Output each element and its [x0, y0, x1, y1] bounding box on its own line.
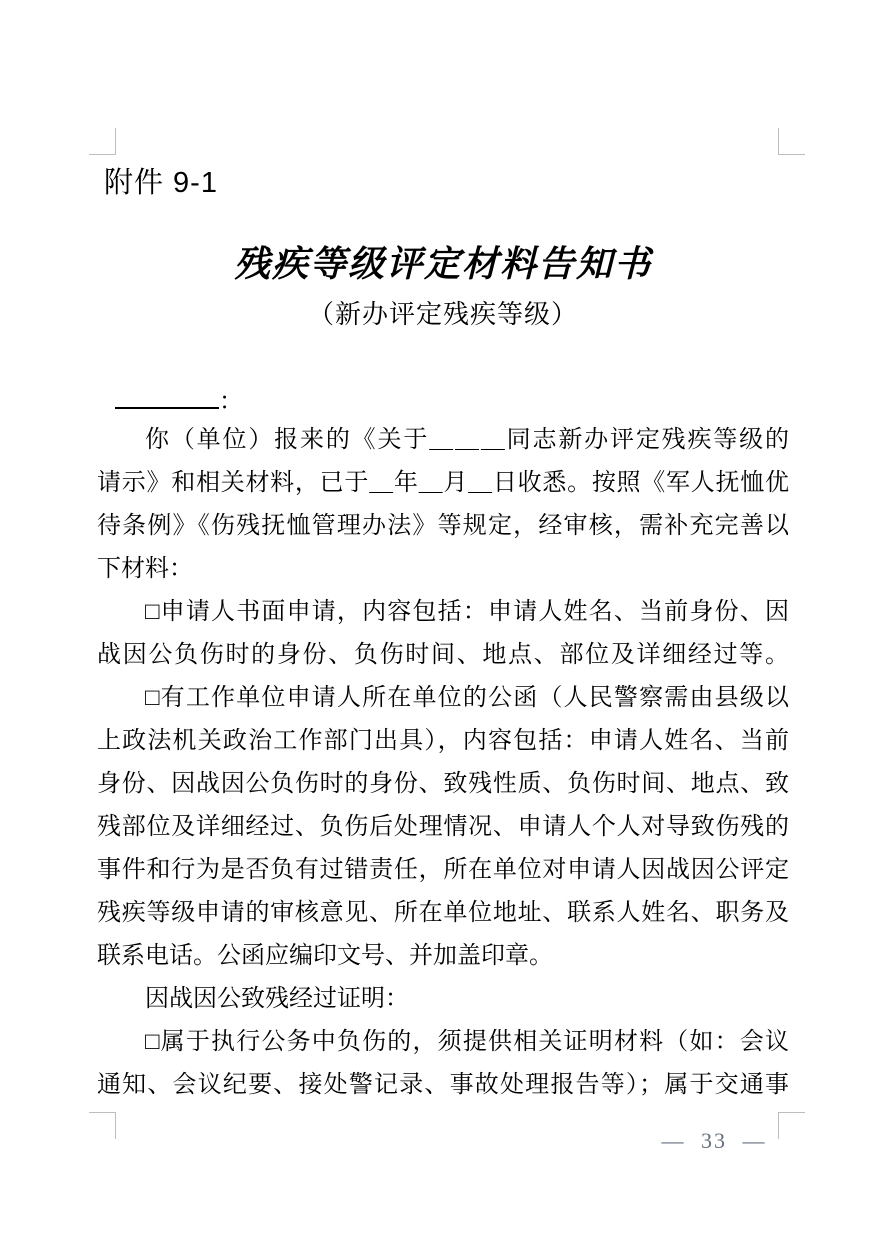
body-line: 你（单位）报来的《关于＿＿＿同志新办评定残疾等级的 [145, 427, 789, 453]
salutation-line [97, 375, 789, 419]
salutation-colon: ： [219, 389, 243, 415]
body-line checkbox-item: □有工作单位申请人所在单位的公函（人民警察需由县级以 [145, 685, 789, 711]
document-title: 残疾等级评定材料告知书 [233, 244, 652, 284]
salutation-blank-underline [115, 375, 219, 409]
body-line: 联系电话。公函应编印文号、并加盖印章。 [97, 943, 553, 969]
body-line: 身份、因战因公负伤时的身份、致残性质、负伤时间、地点、致 [97, 771, 789, 797]
body-line: 上政法机关政治工作部门出具），内容包括：申请人姓名、当前 [97, 728, 789, 754]
body-line: 待条例》《伤残抚恤管理办法》等规定，经审核，需补充完善以 [97, 513, 789, 539]
body-line checkbox-item: □属于执行公务中负伤的，须提供相关证明材料（如：会议 [145, 1029, 789, 1055]
body-line: 下材料： [97, 556, 193, 582]
page-number [0, 1128, 886, 1154]
attachment-label: 附件 9-1 [104, 167, 218, 199]
body-line checkbox-item: □申请人书面申请，内容包括：申请人姓名、当前身份、因 [145, 599, 789, 625]
body-line: 残疾等级申请的审核意见、所在单位地址、联系人姓名、职务及 [97, 900, 789, 926]
body-line: 事件和行为是否负有过错责任，所在单位对申请人因战因公评定 [97, 857, 789, 883]
document-subtitle: （新办评定残疾等级） [307, 300, 578, 329]
body-line: 残部位及详细经过、负伤后处理情况、申请人个人对导致伤残的 [97, 814, 789, 840]
document-body [97, 375, 789, 1107]
body-line: 请示》和相关材料，已于＿年＿月＿日收悉。按照《军人抚恤优 [97, 470, 789, 496]
crop-mark-top-left [89, 128, 116, 155]
body-line: 通知、会议纪要、接处警记录、事故处理报告等）；属于交通事 [97, 1072, 789, 1098]
page-number-text: — 33 — [661, 1128, 767, 1153]
body-line: 战因公负伤时的身份、负伤时间、地点、部位及详细经过等。 [97, 642, 789, 668]
crop-mark-top-right [778, 128, 805, 155]
body-line: 因战因公致残经过证明： [145, 986, 409, 1012]
